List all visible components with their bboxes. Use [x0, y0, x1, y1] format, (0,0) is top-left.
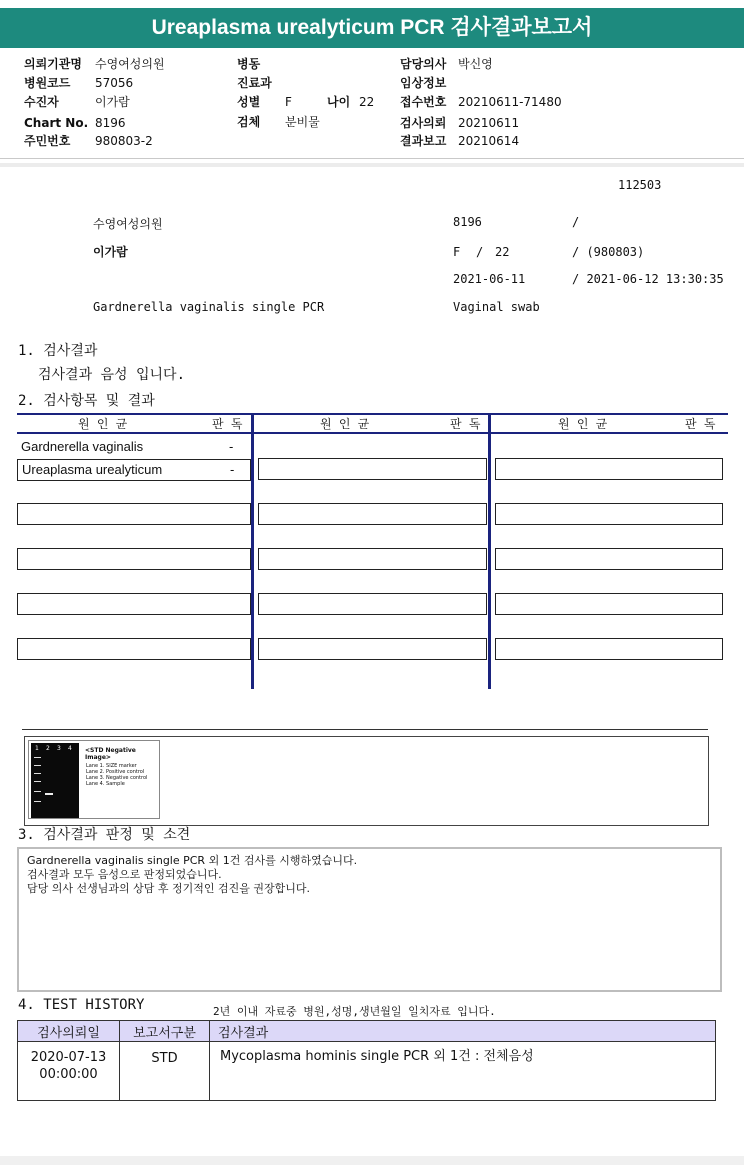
pathogen-name: Ureaplasma urealyticum: [22, 462, 163, 477]
value-request-date: 20210611: [458, 116, 520, 130]
grid-divider-2: [488, 413, 491, 689]
label-specimen: 검체: [237, 115, 261, 129]
gel-photo: [31, 743, 79, 818]
label-department: 진료과: [237, 76, 272, 90]
table-row: [18, 1042, 716, 1101]
header-divider-shadow: [0, 163, 744, 167]
section-4-title: 4. TEST HISTORY: [18, 997, 145, 1013]
summary-chart: 8196: [453, 215, 482, 229]
summary-slash2: /: [476, 245, 484, 259]
label-request-date: 검사의뢰: [400, 116, 447, 130]
history-table: [17, 1020, 716, 1101]
marker-band: [34, 765, 41, 766]
value-receipt-no: 20210611-71480: [458, 95, 562, 109]
positive-band: [45, 793, 53, 795]
col-header-pathogen-3: 원 인 균: [558, 417, 608, 431]
history-note: 2년 이내 자료중 병원,성명,생년월일 일치자료 입니다.: [213, 1005, 496, 1018]
report-header: [0, 55, 744, 155]
empty-cell: [258, 548, 487, 570]
section-1-title: 1. 검사결과: [18, 343, 98, 359]
lane-label: 2: [46, 745, 50, 752]
report-title: Ureaplasma urealyticum PCR 검사결과보고서: [0, 8, 744, 48]
gel-title: <STD Negative Image>: [85, 747, 136, 761]
history-date: 2020-07-13: [30, 1050, 107, 1065]
value-patient: 이가람: [95, 95, 130, 109]
empty-cell: [258, 593, 487, 615]
empty-cell: [258, 458, 487, 480]
marker-band: [34, 801, 41, 802]
page-footer-band: [0, 1156, 744, 1165]
pathogen-name: Gardnerella vaginalis: [21, 439, 144, 454]
header-divider: [0, 158, 744, 159]
gel-legend-item: Lane 4. Sample: [86, 781, 125, 787]
gel-legend-item: Lane 3. Negative control: [86, 775, 148, 781]
label-age: 나이: [327, 95, 351, 109]
history-type: STD: [120, 1042, 210, 1101]
history-time: 00:00:00: [39, 1067, 98, 1082]
pathogen-result: -: [229, 439, 234, 454]
marker-band: [34, 781, 41, 782]
empty-cell: [17, 638, 251, 660]
remark-line: Gardnerella vaginalis single PCR 외 1건 검사를 시행하였습니다.: [27, 854, 358, 867]
value-chart-no: 8196: [95, 116, 126, 130]
value-hospital-code: 57056: [95, 76, 134, 90]
lane-label: 1: [35, 745, 39, 752]
empty-cell: [17, 503, 251, 525]
section-1-result: 검사결과 음성 입니다.: [38, 367, 186, 383]
empty-cell: [495, 638, 723, 660]
remark-line: 담당 의사 선생님과의 상담 후 정기적인 검진을 권장합니다.: [27, 882, 310, 895]
remark-line: 검사결과 모두 음성으로 판정되었습니다.: [27, 868, 222, 881]
summary-sex: F: [453, 245, 461, 259]
col-header-pathogen-1: 원 인 균: [78, 417, 128, 431]
label-clinic: 의뢰기관명: [24, 57, 82, 71]
label-jumin: 주민번호: [24, 134, 71, 148]
section-2-title: 2. 검사항목 및 결과: [18, 393, 155, 409]
label-clinical-info: 임상정보: [400, 76, 447, 90]
label-ward: 병동: [237, 57, 261, 71]
value-report-date: 20210614: [458, 134, 520, 148]
empty-cell: [495, 548, 723, 570]
label-patient: 수진자: [24, 95, 59, 109]
grid-divider-1: [251, 413, 254, 689]
marker-band: [34, 791, 41, 792]
summary-request-date: 2021-06-11: [453, 272, 526, 286]
history-date-cell: [18, 1042, 120, 1101]
value-age: 22: [359, 95, 375, 109]
value-jumin: 980803-2: [95, 134, 153, 148]
label-chart-no: Chart No.: [24, 116, 89, 130]
form-code: 112503: [618, 178, 662, 192]
label-sex: 성별: [237, 95, 261, 109]
label-report-date: 결과보고: [400, 134, 447, 148]
label-hospital-code: 병원코드: [24, 76, 71, 90]
gel-legend-item: Lane 2. Positive control: [86, 769, 145, 775]
remarks-box: [17, 847, 722, 992]
col-header-pathogen-2: 원 인 균: [320, 417, 370, 431]
result-grid: [0, 410, 744, 692]
value-clinic: 수영여성의원: [95, 57, 165, 71]
result-row: [17, 436, 249, 458]
summary-patient: 이가람: [93, 245, 128, 259]
gel-divider: [22, 729, 708, 730]
result-row: [17, 459, 251, 481]
empty-cell: [495, 593, 723, 615]
lane-label: 3: [57, 745, 61, 752]
label-doctor: 담당의사: [400, 57, 447, 71]
empty-cell: [258, 503, 487, 525]
history-header-result: 검사결과: [210, 1021, 716, 1042]
empty-cell: [495, 458, 723, 480]
summary-age: 22: [495, 245, 510, 259]
empty-cell: [495, 503, 723, 525]
history-header-date: 검사의뢰일: [18, 1021, 120, 1042]
pathogen-result: -: [230, 462, 235, 477]
empty-cell: [258, 638, 487, 660]
gel-image: [28, 740, 160, 819]
col-header-judge-2: 판 독: [450, 417, 481, 431]
value-sex: F: [285, 95, 292, 109]
summary-jumin: / (980803): [572, 245, 645, 259]
empty-cell: [17, 548, 251, 570]
label-receipt-no: 접수번호: [400, 95, 447, 109]
marker-band: [34, 757, 41, 758]
lane-label: 4: [68, 745, 72, 752]
marker-band: [34, 773, 41, 774]
empty-cell: [17, 593, 251, 615]
section-3-title: 3. 검사결과 판정 및 소견: [18, 827, 191, 843]
col-header-judge-1: 판 독: [212, 417, 243, 431]
history-result: Mycoplasma hominis single PCR 외 1건 : 전체음성: [210, 1042, 716, 1101]
gel-legend-item: Lane 1. SIZE marker: [86, 763, 137, 769]
history-header-type: 보고서구분: [120, 1021, 210, 1042]
history-header-row: [18, 1021, 716, 1042]
summary-clinic: 수영여성의원: [93, 217, 163, 231]
col-header-judge-3: 판 독: [685, 417, 716, 431]
summary-slash: /: [572, 215, 580, 229]
summary-report-datetime: / 2021-06-12 13:30:35: [572, 272, 724, 286]
grid-header-line: [17, 432, 728, 434]
summary-test-name: Gardnerella vaginalis single PCR: [93, 300, 325, 314]
value-specimen: 분비물: [285, 115, 320, 129]
summary-specimen: Vaginal swab: [453, 300, 540, 314]
value-doctor: 박신영: [458, 57, 493, 71]
